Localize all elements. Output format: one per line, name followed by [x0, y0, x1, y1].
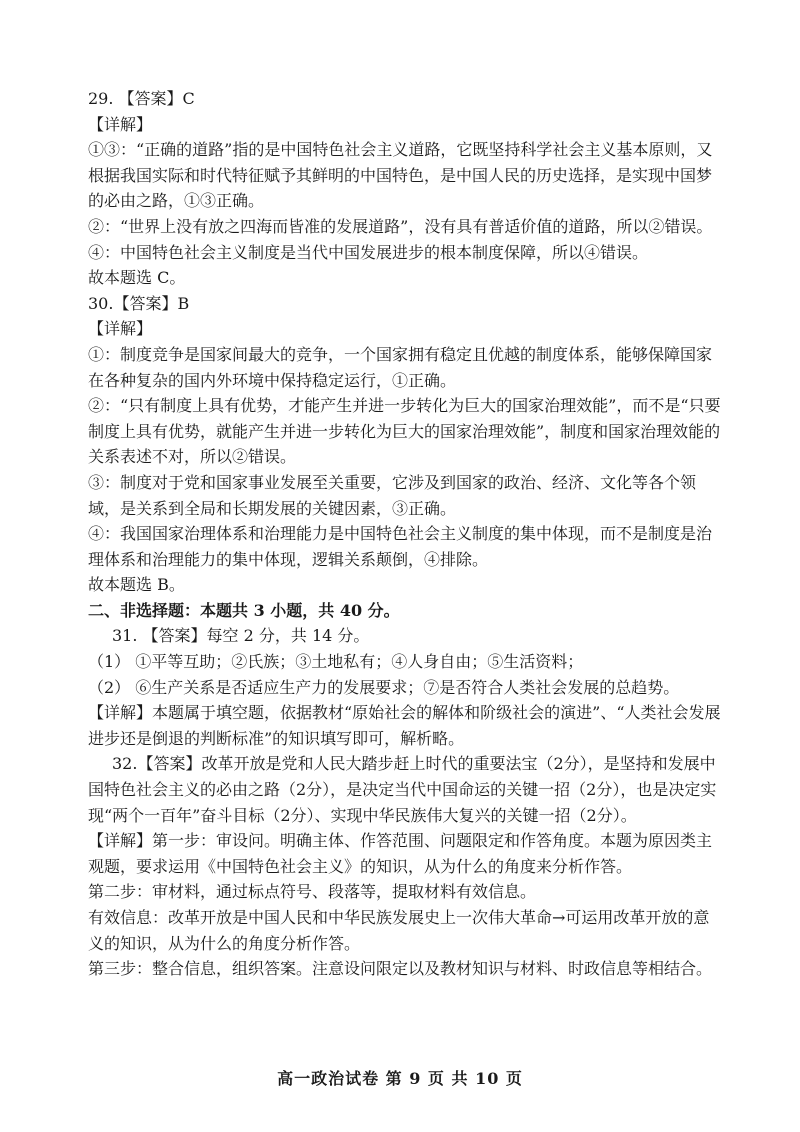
- section-heading: 二、非选择题：本题共 3 小题，共 40 分。: [88, 600, 400, 620]
- q32-step2: 第二步：审材料，通过标点符号、段落等，提取材料有效信息。: [88, 882, 537, 902]
- q30-line: ④：我国国家治理体系和治理能力是中国特色社会主义制度的集中体现，而不是制度是治理体系和治理能力的集中体现，逻辑关系颠倒，④排除。: [88, 524, 713, 569]
- q32-detail: 【详解】第一步：审设问。明确主体、作答范围、问题限定和作答角度。本题为原因类主观题，要求运用《中国特色社会主义》的知识，从为什么的角度来分析作答。: [88, 831, 713, 876]
- q30-line: ①：制度竞争是国家间最大的竞争，一个国家拥有稳定且优越的制度体系，能够保障国家在各种复杂的国内外环境中保持稳定运行，①正确。: [88, 344, 713, 390]
- q30-detail-label: 【详解】: [88, 319, 153, 339]
- q30-line: ②：“只有制度上具有优势，才能产生并进一步转化为巨大的国家治理效能”，而不是“只要制度上具有优势，就能产生并进一步转化为巨大的国家治理效能”，制度和国家治理效能的关系表述不对，所以②错误。: [88, 396, 721, 467]
- q32-info: 有效信息：改革开放是中国人民和中华民族发展史上一次伟大革命→可运用改革开放的意义的知识，从为什么的角度分析作答。: [88, 908, 710, 953]
- q29-line: ①③：“正确的道路”指的是中国特色社会主义道路，它既坚持科学社会主义基本原则，又根据我国实际和时代特征赋予其鲜明的中国特色，是中国人民的历史选择，是实现中国梦的必由之路，①③正确。: [88, 140, 713, 211]
- q29-detail-label: 【详解】: [88, 114, 153, 134]
- q30-answer: 30.【答案】B: [88, 293, 190, 313]
- q32-answer: 32.【答案】改革开放是党和人民大踏步赶上时代的重要法宝（2分），是坚持和发展中国特色社会主义的必由之路（2分），是决定当代中国命运的关键一招（2分），也是决定实现“两个一百年”奋斗目标（2分）、实现中华民族伟大复兴的关键一招（2分）。: [88, 754, 717, 825]
- answer-content: [88, 86, 724, 982]
- q31-part2: （2） ⑥生产关系是否适应生产力的发展要求；⑦是否符合人类社会发展的总趋势。: [88, 677, 680, 697]
- q31-detail: 【详解】本题属于填空题，依据教材“原始社会的解体和阶级社会的演进”、“人类社会发展进步还是倒退的判断标准”的知识填写即可，解析略。: [88, 703, 721, 748]
- q31-answer: 31. 【答案】每空 2 分，共 14 分。: [112, 626, 370, 646]
- q32-step3: 第三步：整合信息，组织答案。注意设问限定以及教材知识与材料、时政信息等相结合。: [88, 959, 713, 979]
- q29-conclusion: 故本题选 C。: [88, 268, 186, 288]
- q29-answer: 29. 【答案】C: [88, 89, 195, 108]
- page-footer: 高一政治试卷 第 9 页 共 10 页: [277, 1069, 523, 1088]
- q30-line: ③：制度对于党和国家事业发展至关重要，它涉及到国家的政治、经济、文化等各个领域，是关系到全局和长期发展的关键因素，③正确。: [88, 472, 697, 518]
- q31-part1: （1） ①平等互助；②氏族；③土地私有；④人身自由；⑤生活资料；: [88, 652, 584, 672]
- q29-line: ④：中国特色社会主义制度是当代中国发展进步的根本制度保障，所以④错误。: [88, 242, 649, 262]
- q29-line: ②：“世界上没有放之四海而皆准的发展道路”，没有具有普适价值的道路，所以②错误。: [88, 216, 713, 236]
- q30-conclusion: 故本题选 B。: [88, 575, 185, 595]
